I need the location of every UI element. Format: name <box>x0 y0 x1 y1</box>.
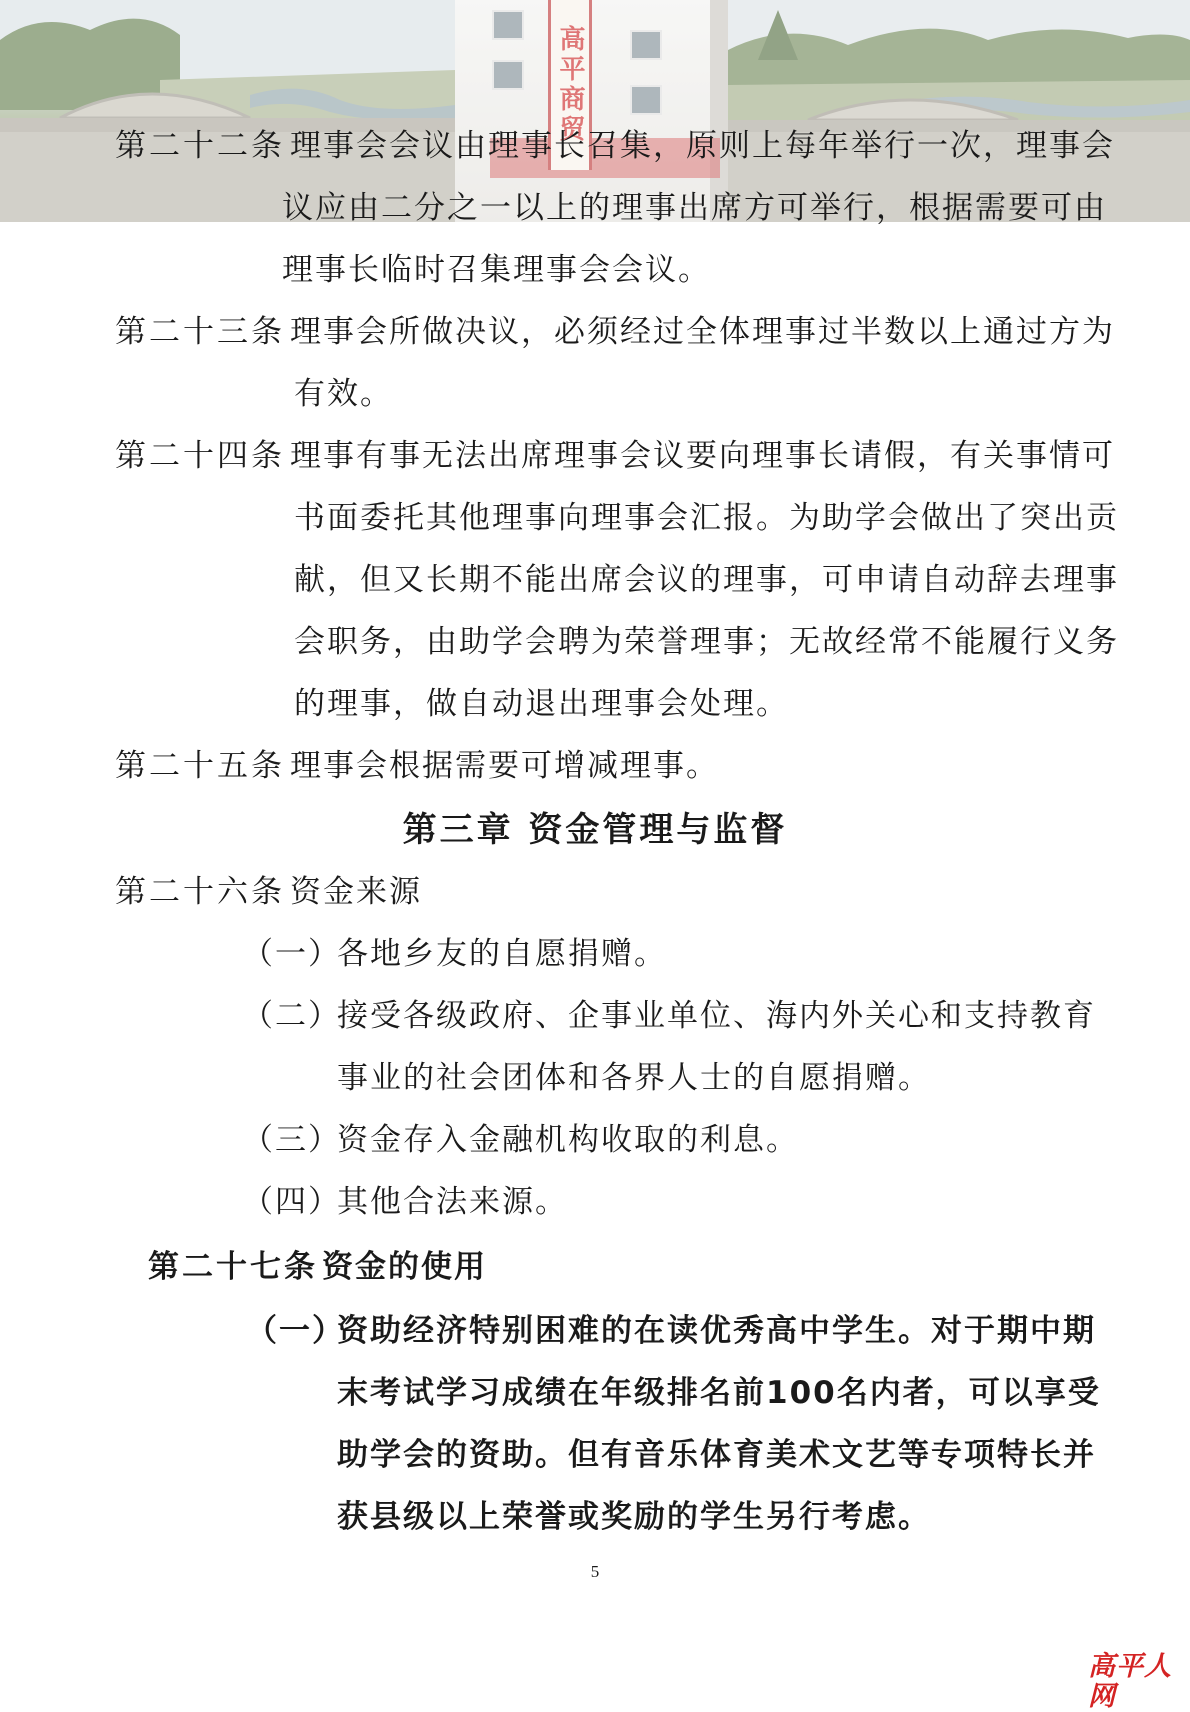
article-26-title: 资金来源 <box>290 874 422 910</box>
article-24-line: 的理事，做自动退出理事会处理。 <box>294 686 789 722</box>
article-25-line: 理事会根据需要可增减理事。 <box>290 748 719 784</box>
site-watermark: 高平人网 <box>1088 1651 1172 1712</box>
article-23-line: 有效。 <box>294 376 393 412</box>
list-item-number: （一） <box>246 1313 345 1349</box>
list-item-number: （四） <box>242 1184 341 1220</box>
list-item-text: 资助经济特别困难的在读优秀高中学生。对于期中期 <box>337 1313 1096 1349</box>
list-item-text: 资金存入金融机构收取的利息。 <box>337 1122 799 1158</box>
list-item-text: 获县级以上荣誉或奖励的学生另行考虑。 <box>337 1499 931 1535</box>
article-22-line: 理事会会议由理事长召集，原则上每年举行一次，理事会 <box>290 128 1115 164</box>
article-24-label: 第二十四条 <box>115 438 285 474</box>
list-item-text: 接受各级政府、企事业单位、海内外关心和支持教育 <box>337 998 1096 1034</box>
list-item-number: （一） <box>242 936 341 972</box>
list-item-number: （二） <box>242 998 341 1034</box>
article-24-line: 献，但又长期不能出席会议的理事，可申请自动辞去理事 <box>294 562 1119 598</box>
article-26-label: 第二十六条 <box>115 874 285 910</box>
article-24-line: 书面委托其他理事向理事会汇报。为助学会做出了突出贡 <box>294 500 1119 536</box>
list-item-text: 各地乡友的自愿捐赠。 <box>337 936 667 972</box>
article-27-label: 第二十七条 <box>148 1249 318 1285</box>
article-22-line: 理事长临时召集理事会会议。 <box>282 252 711 288</box>
article-23-label: 第二十三条 <box>115 314 285 350</box>
list-item-text: 末考试学习成绩在年级排名前100名内者，可以享受 <box>337 1375 1101 1411</box>
article-22-label: 第二十二条 <box>115 128 285 164</box>
chapter-title: 第三章 资金管理与监督 <box>402 810 788 850</box>
list-item-text: 助学会的资助。但有音乐体育美术文艺等专项特长并 <box>337 1437 1096 1473</box>
article-22-line: 议应由二分之一以上的理事出席方可举行，根据需要可由 <box>282 190 1107 226</box>
article-27-title: 资金的使用 <box>322 1249 487 1285</box>
article-24-line: 会职务，由助学会聘为荣誉理事；无故经常不能履行义务 <box>294 624 1119 660</box>
article-25-label: 第二十五条 <box>115 748 285 784</box>
list-item-number: （三） <box>242 1122 341 1158</box>
list-item-text: 事业的社会团体和各界人士的自愿捐赠。 <box>337 1060 931 1096</box>
building-sign: 高平商贸 <box>548 0 592 170</box>
article-23-line: 理事会所做决议，必须经过全体理事过半数以上通过方为 <box>290 314 1115 350</box>
list-item-text: 其他合法来源。 <box>337 1184 568 1220</box>
article-24-line: 理事有事无法出席理事会议要向理事长请假，有关事情可 <box>290 438 1115 474</box>
page-number: 5 <box>590 1562 600 1581</box>
